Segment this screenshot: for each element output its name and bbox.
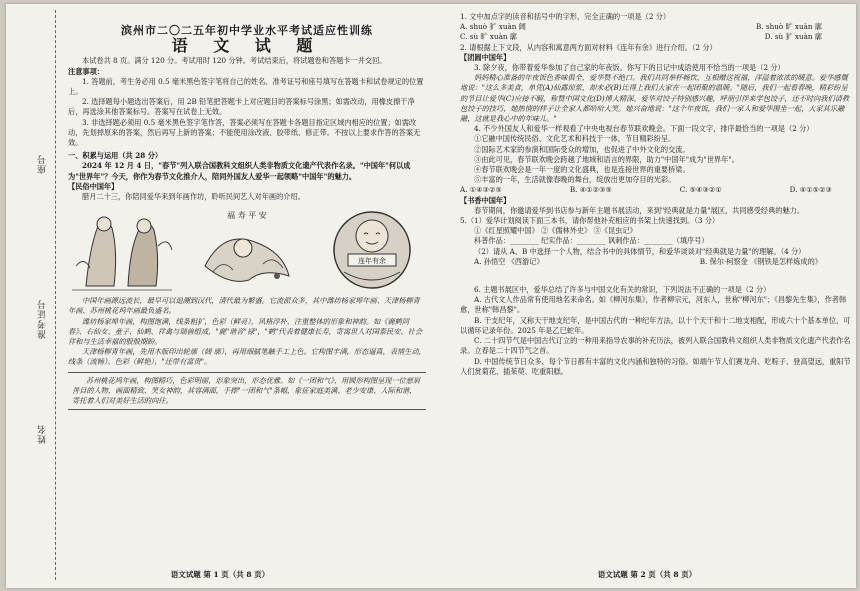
option-c: C. 二十四节气是中国古代订立的一种用来指导农事的补充历法，被列入联合国教科文组织人类非物质文化遗产代表作名录。立春是二十四节气之首。 <box>460 336 851 356</box>
exam-number-label: 准考证号 <box>38 299 48 339</box>
option-b: B. shuò 旷 xuàn 廓 <box>756 22 822 32</box>
paragraph-origin: 中国年画源远流长，最早可以追溯到汉代，清代最为繁盛。它流派众多，其中潍坊杨家埠年画、天津杨柳青年画、苏州桃花坞年画最负盛名。 <box>68 296 420 316</box>
tag-reunion-new-year: 【团圆中国年】 <box>460 52 511 62</box>
paragraph-weifang: 潍坊杨家埠年画，构图饱满，线条粗犷，色彩（鲜亮），风格淳朴，注重整体的形象和神韵。如《鹿鹤同春》、右仙女、童子、仙鹤、祥禽与瑞兽组成，"鹿"谐音"禄"，"鹤"代表着健康长寿，寄寓世人对国泰民安、社会祥和与生活幸福的殷殷期盼。 <box>68 316 423 347</box>
page-2-content <box>460 12 852 377</box>
page-footer: 语文试题 第 1 页（共 8 页） <box>170 570 270 579</box>
name-label: 姓名 <box>38 424 48 444</box>
note-item: 3. 非选择题必须用 0.5 毫米黑色签字笔作答，答案必须写在答题卡各题目指定区域内相应的位置；如需改动，先划掉原来的答案，然后再写上新的答案；不能使用涂改液、胶带纸、修正带。不按以上要求作答的答案无效。 <box>68 117 421 148</box>
option-a: A. ①④③②⑤ <box>460 185 502 195</box>
question-5: 5.（1）爱华计划阅读下面三本书，请你帮他补充相应的书架上快速找到。（3 分） <box>460 216 720 226</box>
option-d: D. 中国传统节日众多，每个节日都有丰富的文化内涵和独特的习俗。如端午节人们赛龙舟、吃粽子、登高望远，重阳节人们赏菊花、插茱萸、吃重阳糕。 <box>460 356 851 376</box>
option-c: C. sù 旷 xuàn 廓 <box>460 32 517 42</box>
question-3-diary: 妈妈精心准备的年夜饭色香味俱全，爱华赞不绝口。我们共同举杯畅饮，互相赠送祝福，洋溢着浓浓的暖意。爱华感慨地说："这么多美食，单凭(A)仙露琼浆，却未必(B)比得上我们大家在一起团聚的温暖。"随后，我们一起看春晚，精彩纷呈的节目让爱华(C)应接不暇，称赞中国文化(D)博大精深。爱华对饺子特别感兴趣，呼朋引伴来学包饺子，还不时向我们请教包饺子的技巧，她热情的样子让全家人都哈哈大笑。她兴奋地说："这个年夜饭，我们一家人和爱华围坐一起，大家其乐融融，这就是我心中的年味儿。" <box>460 73 850 124</box>
page-1 <box>6 4 434 588</box>
sentence-item: ④春节联欢晚会是一年一度的文化盛典，也是连接世界的重要桥梁。 <box>474 165 690 175</box>
question-6: 6. 主题书展区中，爱华总结了许多与中国文化有关的常识，下列说法不正确的一项是（2 分） <box>474 285 771 295</box>
new-year-pictures <box>68 206 426 292</box>
sentence-item: ①它融中国传统民俗、文化艺术和科技于一体，节目精彩纷呈。 <box>474 134 676 144</box>
sentence-item: ②国际艺术家的参演和国际受众的增加，也促进了中外文化的交流。 <box>474 144 690 154</box>
seat-number-label: 座号 <box>38 154 48 174</box>
question-5-2-options <box>460 257 852 267</box>
section-heading: 一、积累与运用（共 28 分） <box>68 151 163 161</box>
note-item: 1. 答题前，考生务必用 0.5 毫米黑色签字笔将自己的姓名、准考证号和座号填写在答题卡和试卷规定的位置上。 <box>68 76 424 97</box>
yituan-heqi-picture <box>318 206 426 292</box>
option-a: A. 孙悟空 《西游记》 <box>474 256 544 266</box>
option-b: B. 保尔·柯察金 《钢铁是怎样炼成的》 <box>699 256 822 266</box>
option-d: D. ④①⑤②③ <box>789 185 832 195</box>
page-footer: 语文试题 第 2 页（共 8 页） <box>597 570 697 579</box>
paragraph-tianjin: 天津杨柳青年画，先用木版印出轮廓（阔 廓），再用细腻笔触手工上色。它构图丰满，形态逼真，表情生动，线条（流畅）、色彩（鲜艳），"还带有富贵"。 <box>68 347 426 367</box>
fish-child-picture <box>193 206 301 292</box>
page-2 <box>438 4 856 588</box>
exam-info: 本试卷共 8 页。满分 120 分。考试用时 120 分钟。考试结束后，将试题卷和答题卡一并交回。 <box>82 56 387 66</box>
option-a: A. shuò 犷 xuàn 阔 <box>460 22 526 32</box>
option-c: C. ⑤④③②① <box>679 185 722 195</box>
tag-intro: 腊月二十三，你陪同爱华来到年画作坊，聆听民间艺人对年画的介绍。 <box>82 192 305 202</box>
tag-intro: 春节期间，你邀请爱华到书店参与新年主题书展活动，来到"经典就是力量"展区，共同感受经典的魅力。 <box>474 205 805 215</box>
picture-caption: 福 寿 平 安 <box>227 211 267 221</box>
note-item: 2. 选择题每小题选出答案后，用 2B 铅笔把答题卡上对应题目的答案标号涂黑；如需改动，用橡皮擦干净后，再选涂其他答案标号。答案写在试卷上无效。 <box>68 97 415 117</box>
question-4-options <box>460 185 852 195</box>
question-2: 2. 请根据上下文段，从内容和寓意两方面对材料《连年有余》进行介绍。（2 分） <box>460 42 717 52</box>
option-b: B. 干支纪年，又称天干地支纪年，是中国古代的一种纪年方法，以十个天干和十二地支相配，形成六十个基本单位，可以循环记录年份。2025 年是乙巳蛇年。 <box>460 315 851 335</box>
option-b: B. ④①②③⑤ <box>569 185 612 195</box>
question-1-options <box>460 22 852 32</box>
luhe-tongchun-picture <box>68 206 176 292</box>
tag-folk-new-year: 【民俗中国年】 <box>68 181 119 191</box>
answer-space <box>460 267 852 285</box>
page-1-content <box>68 26 426 410</box>
question-3: 3. 除夕夜，你带着爱华参加了自己家的年夜饭。你写下的日记中成语使用不恰当的一项是（2 分） <box>474 63 785 73</box>
exam-sheet <box>6 4 856 588</box>
binding-gutter <box>6 4 64 588</box>
option-a: A. 古代文人作品常有使用地名来命名。如《柳河东集》，作者柳宗元，河东人，世称"柳河东"；《昌黎先生集》，作者韩愈，世称"韩昌黎"。 <box>460 295 847 315</box>
question-1-options-2 <box>460 32 852 42</box>
sentence-item: ⑤丰富的一年，生活就像春晚的舞台，绽放出更加夺目的光彩。 <box>474 175 676 185</box>
subject-title: 语 文 试 题 <box>171 36 323 56</box>
picture-badge: 连年有余 <box>358 257 386 266</box>
question-4: 4. 不少外国友人和爱华一样观看了中央电视台春节联欢晚会。下面一段文字，排序最恰当的一项是（2 分） <box>474 124 814 134</box>
cut-line <box>55 10 56 580</box>
exam-title: 滨州市二〇二五年初中学业水平考试适应性训练 <box>121 24 373 37</box>
paragraph-suzhou-box: 苏州桃花坞年画，构图精巧，色彩明丽，形象突出，形态优雅。如《一团和气》，用圆形构图呈现一位慈眉善目的人物，画面精致、笑女神韵，其容满面，手捧"一团和气"条幅，象征家庭美满、老少安康、人际和谐，寄托着人们对美好生活的向往。 <box>68 372 426 411</box>
book-list: ①《红星照耀中国》 ②《儒林外史》 ③《昆虫记》 <box>474 226 637 236</box>
option-d: D. sù 犷 xuàn 廓 <box>764 32 822 42</box>
notes-heading: 注意事项： <box>68 66 104 76</box>
section-intro: 2024 年 12 月 4 日，"春节"列入联合国教科文组织人类非物质文化遗产代表作名录。"中国年"何以成为"世界年"？今天，你作为春节文化推介人，陪同外国友人爱华一起领略"中国年"的魅力。 <box>68 161 411 181</box>
tag-book-new-year: 【书香中国年】 <box>460 195 511 205</box>
question-5-2: （2）请从 A、B 中选择一个人物，结合书中的具体情节，和爱华谈谈对"经典就是力量"的理解。（4 分） <box>474 246 806 256</box>
question-1: 1. 文中加点字的读音和括号中的字形，完全正确的一项是（2 分） <box>460 12 671 21</box>
sentence-item: ③由此可见，春节联欢晚会跨越了地域和语言的界限，助力"中国年"成为"世界年"。 <box>474 154 739 164</box>
shelf-blanks: 科普作品：________ 纪实作品：________ 讽刺作品：________（填序号） <box>474 236 709 246</box>
